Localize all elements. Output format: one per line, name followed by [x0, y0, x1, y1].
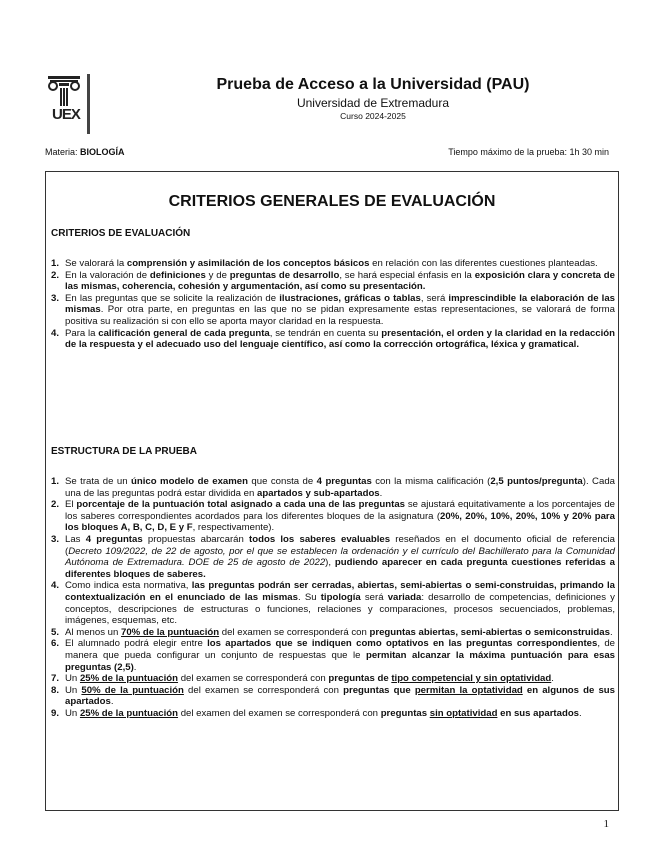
- item-text-run: El: [65, 499, 77, 511]
- university-name: Universidad de Extremadura: [296, 96, 450, 110]
- section-heading-structure: ESTRUCTURA DE LA PRUEBA: [51, 446, 197, 457]
- item-number: 4.: [51, 580, 60, 592]
- list-item: [51, 534, 615, 580]
- item-text-run: con la misma calificación (: [371, 476, 491, 487]
- item-number: 3.: [51, 533, 60, 545]
- item-text-run: .: [551, 673, 554, 685]
- item-number: 3.: [51, 292, 60, 304]
- item-text-run: .: [133, 661, 137, 673]
- item-text-run: permitan alcanzar la máxima puntuación para esas preguntas (2,5): [65, 649, 615, 673]
- list-item: [51, 685, 615, 708]
- item-text-run: que consta de: [247, 476, 317, 487]
- item-number: 5.: [51, 626, 60, 638]
- subject-line: [45, 147, 125, 157]
- item-text-run: en relación con las diferentes cuestiones planteadas.: [369, 258, 598, 269]
- item-text-run: : desarrollo de competencias, definiciones y conceptos, descripciones de estructuras o funciones, relaciones y comparaciones, procesos secuenciados, problemas, imágenes, esquemas, etc.: [65, 591, 615, 627]
- item-text-run: comprensión y asimilación de los conceptos básicos: [126, 258, 370, 269]
- item-text-run: preguntas: [380, 707, 430, 719]
- item-number: 2.: [51, 269, 60, 281]
- item-text-run: preguntas que: [343, 684, 415, 696]
- item-text-run: . Por otra parte, en preguntas en las que no se pidan expresamente estas representaciones, se valorará de forma positiva su realización si con ello se aporta mayor claridad en la respuesta.: [65, 304, 615, 327]
- criteria-box: [45, 171, 619, 811]
- item-text-run: , se tendrán en cuenta su: [269, 327, 382, 339]
- item-text-run: , será: [420, 292, 449, 304]
- item-text-run: tipo competencial y sin optatividad: [391, 673, 552, 685]
- item-text-run: En la valoración de: [65, 269, 150, 281]
- item-text-run: apartados y sub-apartados: [257, 487, 380, 499]
- item-text-run: Como indica esta normativa,: [65, 580, 192, 592]
- list-item: [51, 627, 615, 639]
- item-number: 4.: [51, 327, 60, 339]
- item-text-run: del examen se corresponderá con: [219, 626, 370, 638]
- column-icon: [44, 72, 84, 108]
- page-number: 1: [603, 818, 609, 830]
- item-text-run: Un: [65, 707, 80, 719]
- item-text-run: preguntas abiertas, semi-abiertas o semiconstruidas: [369, 626, 610, 638]
- item-text-run: 4 preguntas: [316, 476, 372, 487]
- list-item: [51, 293, 615, 328]
- item-text-run: presentación, el orden y la claridad en la redacción de la respuesta y el adecuado uso del lenguaje científico, así como la corrección ortográfica, léxica y gramatical.: [65, 327, 615, 351]
- item-text-run: propuestas abarcarán: [142, 533, 250, 545]
- item-number: 2.: [51, 499, 60, 511]
- item-text-run: Las: [65, 533, 86, 545]
- item-text-run: reseñados en el documento oficial de referencia (: [65, 533, 615, 557]
- subject-value: BIOLOGÍA: [80, 147, 125, 157]
- item-text-run: .: [609, 626, 613, 638]
- item-text-run: , respectivamente).: [192, 522, 275, 534]
- item-text-run: Un: [65, 684, 82, 696]
- item-text-run: Un: [65, 673, 80, 685]
- item-text-run: en sus apartados: [497, 707, 580, 719]
- list-item: [51, 499, 615, 534]
- item-text-run: 20%, 20%, 10%, 20%, 10% y 20% para los bloques A, B, C, D, E y F: [65, 510, 616, 534]
- time-limit: Tiempo máximo de la prueba: 1h 30 min: [448, 147, 609, 157]
- item-number: 7.: [51, 673, 60, 685]
- item-text-run: ),: [325, 557, 335, 569]
- item-text-run: del examen se corresponderá con: [178, 673, 329, 685]
- subject-label: Materia:: [45, 147, 81, 157]
- page-title: CRITERIOS GENERALES DE EVALUACIÓN: [168, 193, 496, 210]
- item-text-run: Decreto 109/2022, de 22 de agosto, por el que se establecen la ordenación y el currículo del Bachillerato para la Comunidad Autónoma de Extremadura. DOE de 25 de agosto de 2022: [65, 545, 615, 569]
- list-item: [51, 258, 615, 270]
- item-text-run: las preguntas podrán ser cerradas, abiertas, semi-abiertas o semi-construidas, primando la contextualización en el enunciado de las mismas: [65, 580, 615, 603]
- structure-list: [51, 476, 615, 719]
- item-text-run: El alumnado podrá elegir entre: [65, 638, 208, 650]
- item-text-run: pudiendo aparecer en cada pregunta cuestiones referidas a diferentes bloques de saberes.: [65, 557, 615, 580]
- item-text-run: 25% de la puntuación: [79, 673, 179, 685]
- item-text-run: Para la: [65, 327, 99, 339]
- item-text-run: 70% de la puntuación: [121, 626, 220, 638]
- item-text-run: variada: [387, 591, 422, 603]
- item-text-run: 25% de la puntuación: [79, 707, 179, 719]
- item-text-run: del examen del examen se corresponderá con: [178, 707, 381, 719]
- item-text-run: . Su: [297, 591, 321, 603]
- item-text-run: ilustraciones, gráficas o tablas: [279, 292, 421, 304]
- item-text-run: y de: [205, 269, 230, 281]
- item-text-run: En las preguntas que se solicite la realización de: [65, 292, 280, 304]
- logo-vertical-text: [86, 74, 92, 134]
- item-text-run: , se hará especial énfasis en la: [339, 269, 475, 281]
- item-text-run: 4 preguntas: [85, 533, 143, 545]
- item-text-run: tipología: [320, 591, 361, 603]
- item-number: 1.: [51, 258, 60, 269]
- uex-logo: [44, 72, 92, 136]
- list-item: [51, 476, 615, 499]
- logo-text: UEX: [52, 106, 80, 123]
- item-text-run: Al menos un: [65, 626, 121, 638]
- list-item: [51, 708, 615, 720]
- item-text-run: se ajustará equitativamente a los porcentajes de los saberes correspondientes acordados para los diferentes bloques de la asignatura (: [65, 499, 615, 522]
- item-text-run: porcentaje de la puntuación total asignado a cada una de las preguntas: [76, 499, 405, 511]
- item-text-run: preguntas de desarrollo: [229, 269, 340, 281]
- course-year: Curso 2024-2025: [340, 111, 406, 121]
- item-text-run: .: [579, 707, 582, 719]
- item-text-run: todos los saberes evaluables: [249, 533, 391, 545]
- item-text-run: calificación general de cada pregunta: [98, 327, 270, 339]
- list-item: [51, 638, 615, 673]
- item-text-run: definiciones: [149, 269, 206, 281]
- item-text-run: , de manera que pueda configurar un conjunto de respuestas que le: [65, 638, 615, 661]
- item-number: 6.: [51, 638, 60, 650]
- item-text-run: del examen se corresponderá con: [183, 684, 344, 696]
- item-text-run: preguntas de: [328, 673, 392, 685]
- item-text-run: ). Cada una de las preguntas podrá estar dividida en: [65, 476, 615, 499]
- criteria-list: [51, 258, 615, 351]
- list-item: [51, 270, 615, 293]
- section-heading-criteria: CRITERIOS DE EVALUACIÓN: [51, 228, 191, 239]
- item-text-run: 2,5 puntos/pregunta: [490, 476, 583, 487]
- item-text-run: 50% de la puntuación: [81, 684, 184, 696]
- item-number: 8.: [51, 684, 60, 696]
- item-number: 1.: [51, 476, 60, 487]
- list-item: [51, 328, 615, 351]
- list-item: [51, 580, 615, 626]
- list-item: [51, 673, 615, 685]
- item-text-run: Se trata de un: [65, 476, 132, 487]
- item-text-run: permitan la optatividad: [414, 684, 523, 696]
- item-text-run: será: [360, 591, 388, 603]
- item-text-run: único modelo de examen: [131, 476, 248, 487]
- item-text-run: exposición clara y concreta de las mismas, coherencia, cohesión y argumentación, así como su presentación.: [65, 269, 615, 293]
- item-text-run: en algunos de sus apartados: [65, 684, 615, 708]
- exam-title: Prueba de Acceso a la Universidad (PAU): [216, 76, 530, 93]
- item-text-run: Se valorará la: [65, 258, 127, 269]
- item-text-run: los apartados que se indiquen como optativos en las preguntas correspondientes: [207, 638, 598, 650]
- item-text-run: .: [379, 487, 383, 499]
- item-text-run: sin optatividad: [429, 707, 498, 719]
- item-text-run: .: [110, 696, 114, 708]
- item-number: 9.: [51, 707, 60, 719]
- item-text-run: imprescindible la elaboración de las mismas: [65, 292, 615, 316]
